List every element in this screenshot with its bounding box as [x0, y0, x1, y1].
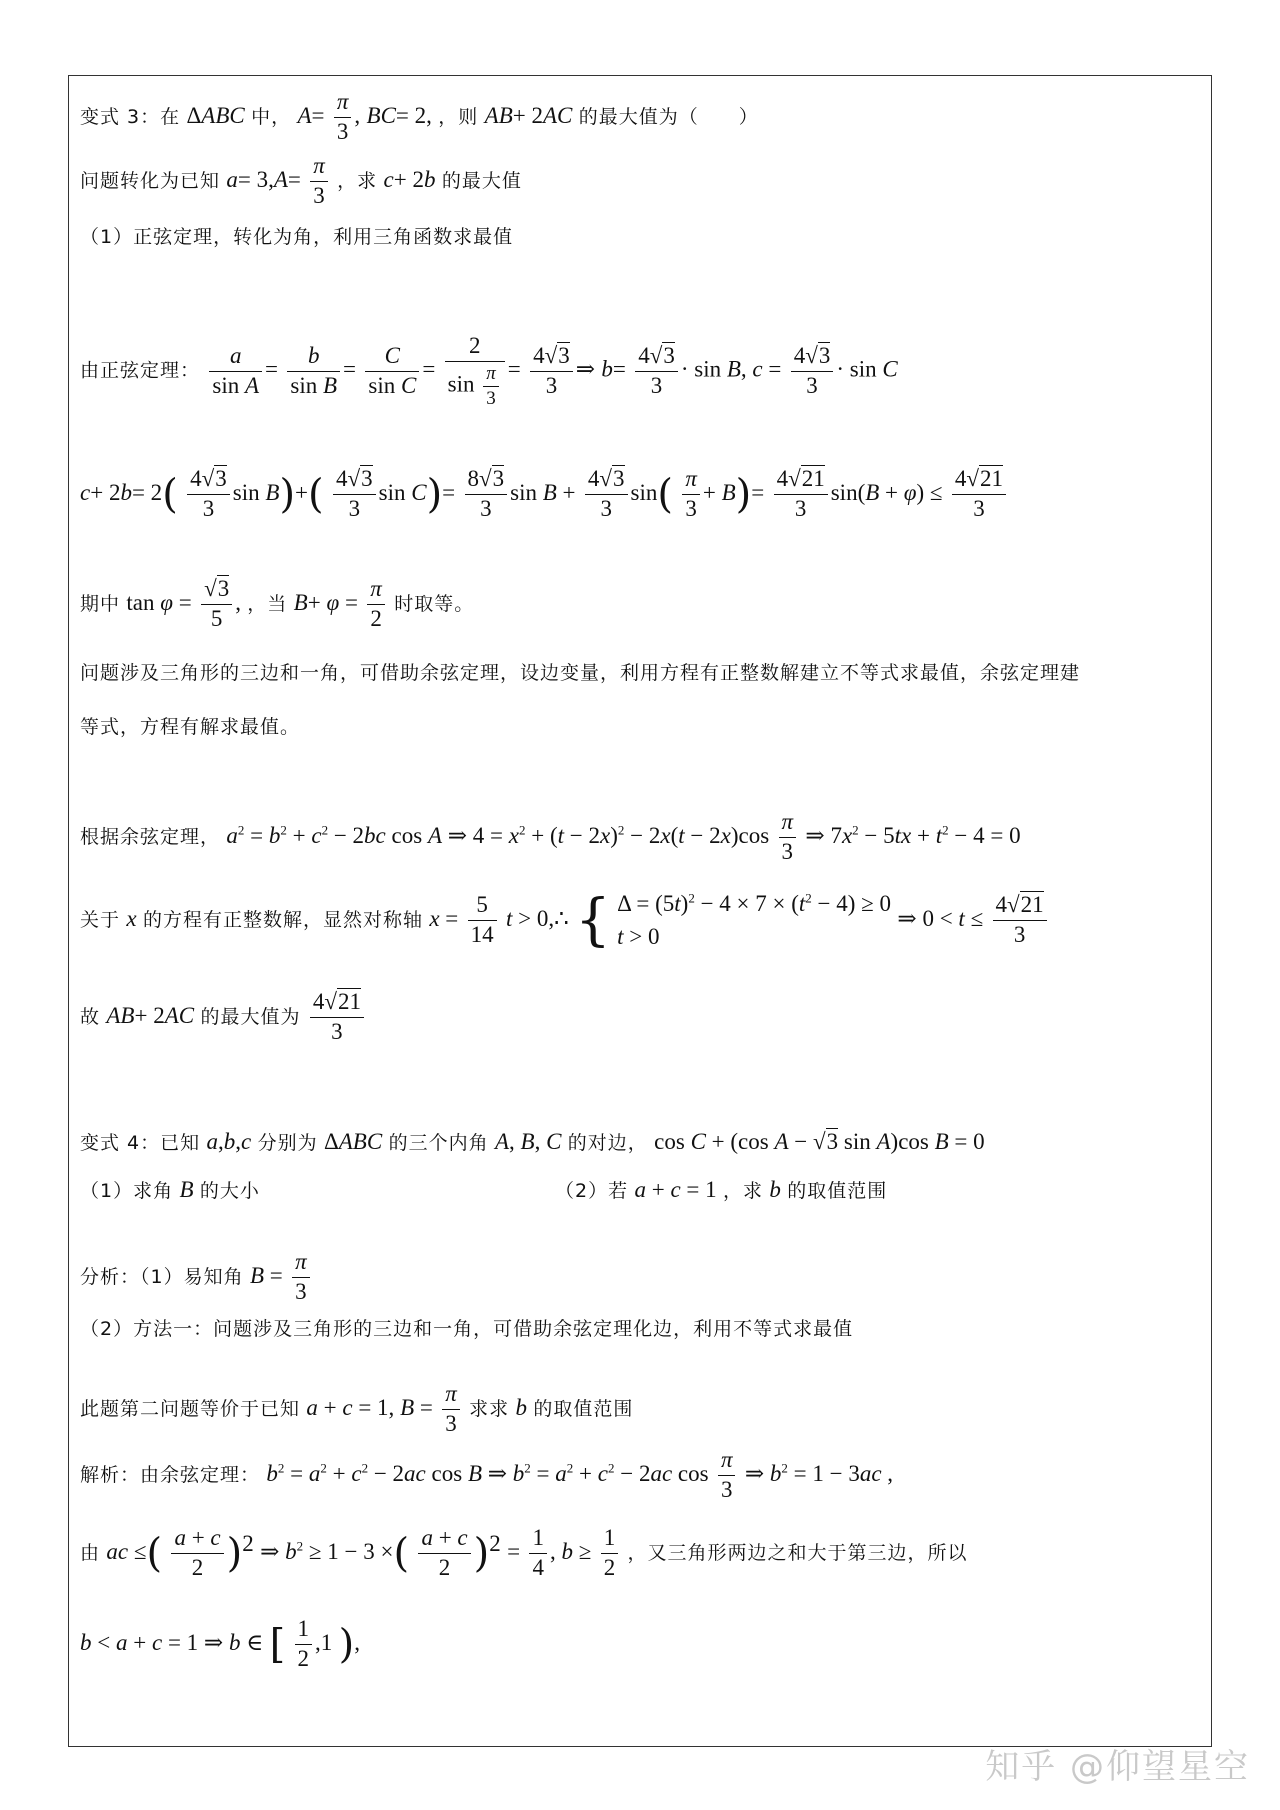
variant3-answer: 故 AB+ 2AC 的最大值为 $\frac{4√21}{3}$ — [80, 988, 367, 1047]
pi-over-3: $\frac{\pi}{3}$ — [334, 88, 352, 147]
variant3-title: 变式 3：在 ΔABC 中， A= $\frac{\pi}{3}$ , BC= 2, ，则 AB+ 2AC 的最大值为（ ） — [80, 88, 759, 147]
convert-line: 问题转化为已知 a= 3,A= $\frac{\pi}{3}$ ，求 c+ 2b 的最大值 — [80, 153, 522, 208]
integer-roots-line: 关于 x 的方程有正整数解，显然对称轴 x = $\frac{5}{14}$ t > 0,∴ { $\Delta = (5t)^2 - 4 \times 7 \times (t^2 - 4) \ge 0$ t > 0 ⇒ 0 < t ≤ $\frac{4√21}{3}$ — [80, 887, 1050, 954]
tan-phi-line: 期中 tan φ = $\frac{√3}{5}$ , ，当 B+ φ = $\frac{\pi}{2}$ 时取等。 — [80, 576, 475, 631]
solution-line: 解析：由余弦定理： $b^2 = a^2 + c^2 - 2ac$ cos B ⇒ $b^2 = a^2 + c^2 - 2ac$ cos $\frac{\pi}{3}$ ⇒ $b^2 = 1 - 3ac$ , — [80, 1447, 894, 1502]
inequality-line: 由 ac ≤( $\frac{a + c}{2}$ )$^2$ ⇒ $b^2 \ge 1 - 3$ ×( $\frac{a + c}{2}$ )$^2$ = $\frac{1}{4}$ , b ≥ $\frac{1}{2}$ ，又三角形两边之和大于第三边，所以 — [80, 1525, 968, 1580]
analysis-method1: （2）方法一：问题涉及三角形的三边和一角，可借助余弦定理化边，利用不等式求最值 — [80, 1318, 854, 1340]
watermark: 知乎 @仰望星空 — [985, 1747, 1250, 1787]
variant4-part1: （1）求角 B 的大小 — [80, 1177, 260, 1202]
cosine-law-line: 根据余弦定理， $a^2 = b^2 + c^2 - 2bc$ cos A ⇒ $4 = x^2 + (t - 2x)^2 - 2x(t - 2x)\cos$ $\frac{\pi}{3}$ ⇒ $7x^2 - 5tx + t^2 - 4 = 0$ — [80, 809, 1021, 864]
equivalence-line: 此题第二问题等价于已知 a + c = 1, B = $\frac{\pi}{3}$ 求求 b 的取值范围 — [80, 1381, 634, 1436]
method1-heading: （1）正弦定理，转化为角，利用三角函数求最值 — [80, 226, 514, 248]
analysis-line: 分析：（1）易知角 B = $\frac{\pi}{3}$ — [80, 1248, 313, 1307]
variant4-part2: （2）若 a + c = 1 ，求 b 的取值范围 — [555, 1177, 888, 1202]
method2-line2: 等式，方程有解求最值。 — [80, 716, 301, 738]
final-range-line: b < a + c = 1 ⇒ b ∈ [ $\frac{1}{2}$ ,1 ), — [80, 1616, 361, 1671]
variant4-title: 变式 4：已知 a,b,c 分别为 ΔABC 的三个内角 A, B, C 的对边， cos C + (cos A − √3 sin A)cos B = 0 — [80, 1129, 985, 1154]
sine-law-line: 由正弦定理： $\frac{a}{\text{sin A}}$ = $\frac{b}{\text{sin B}}$ = $\frac{C}{\text{sin C}}$ = 2 sin $\frac{\pi}{3}$ = $\frac{4√3}{3}$ ⇒ b= $\frac{4√3}{3}$ · sin B, c = $\frac{4√3}{3}$ · sin C — [80, 333, 898, 409]
method2-line1: 问题涉及三角形的三边和一角，可借助余弦定理，设边变量，利用方程有正整数解建立不等式求最值，余弦定理建 — [80, 662, 1081, 684]
c-plus-2b-expansion: c+ 2b= 2( $\frac{4√3}{3}$ sin B)+( $\frac{4√3}{3}$ sin C)= $\frac{8√3}{3}$ sin B + $\frac{4√3}{3}$ sin( $\frac{\pi}{3}$ + B)= $\frac{4√21}{3}$ sin(B + φ) ≤ $\frac{4√21}{3}$ — [80, 465, 1009, 524]
